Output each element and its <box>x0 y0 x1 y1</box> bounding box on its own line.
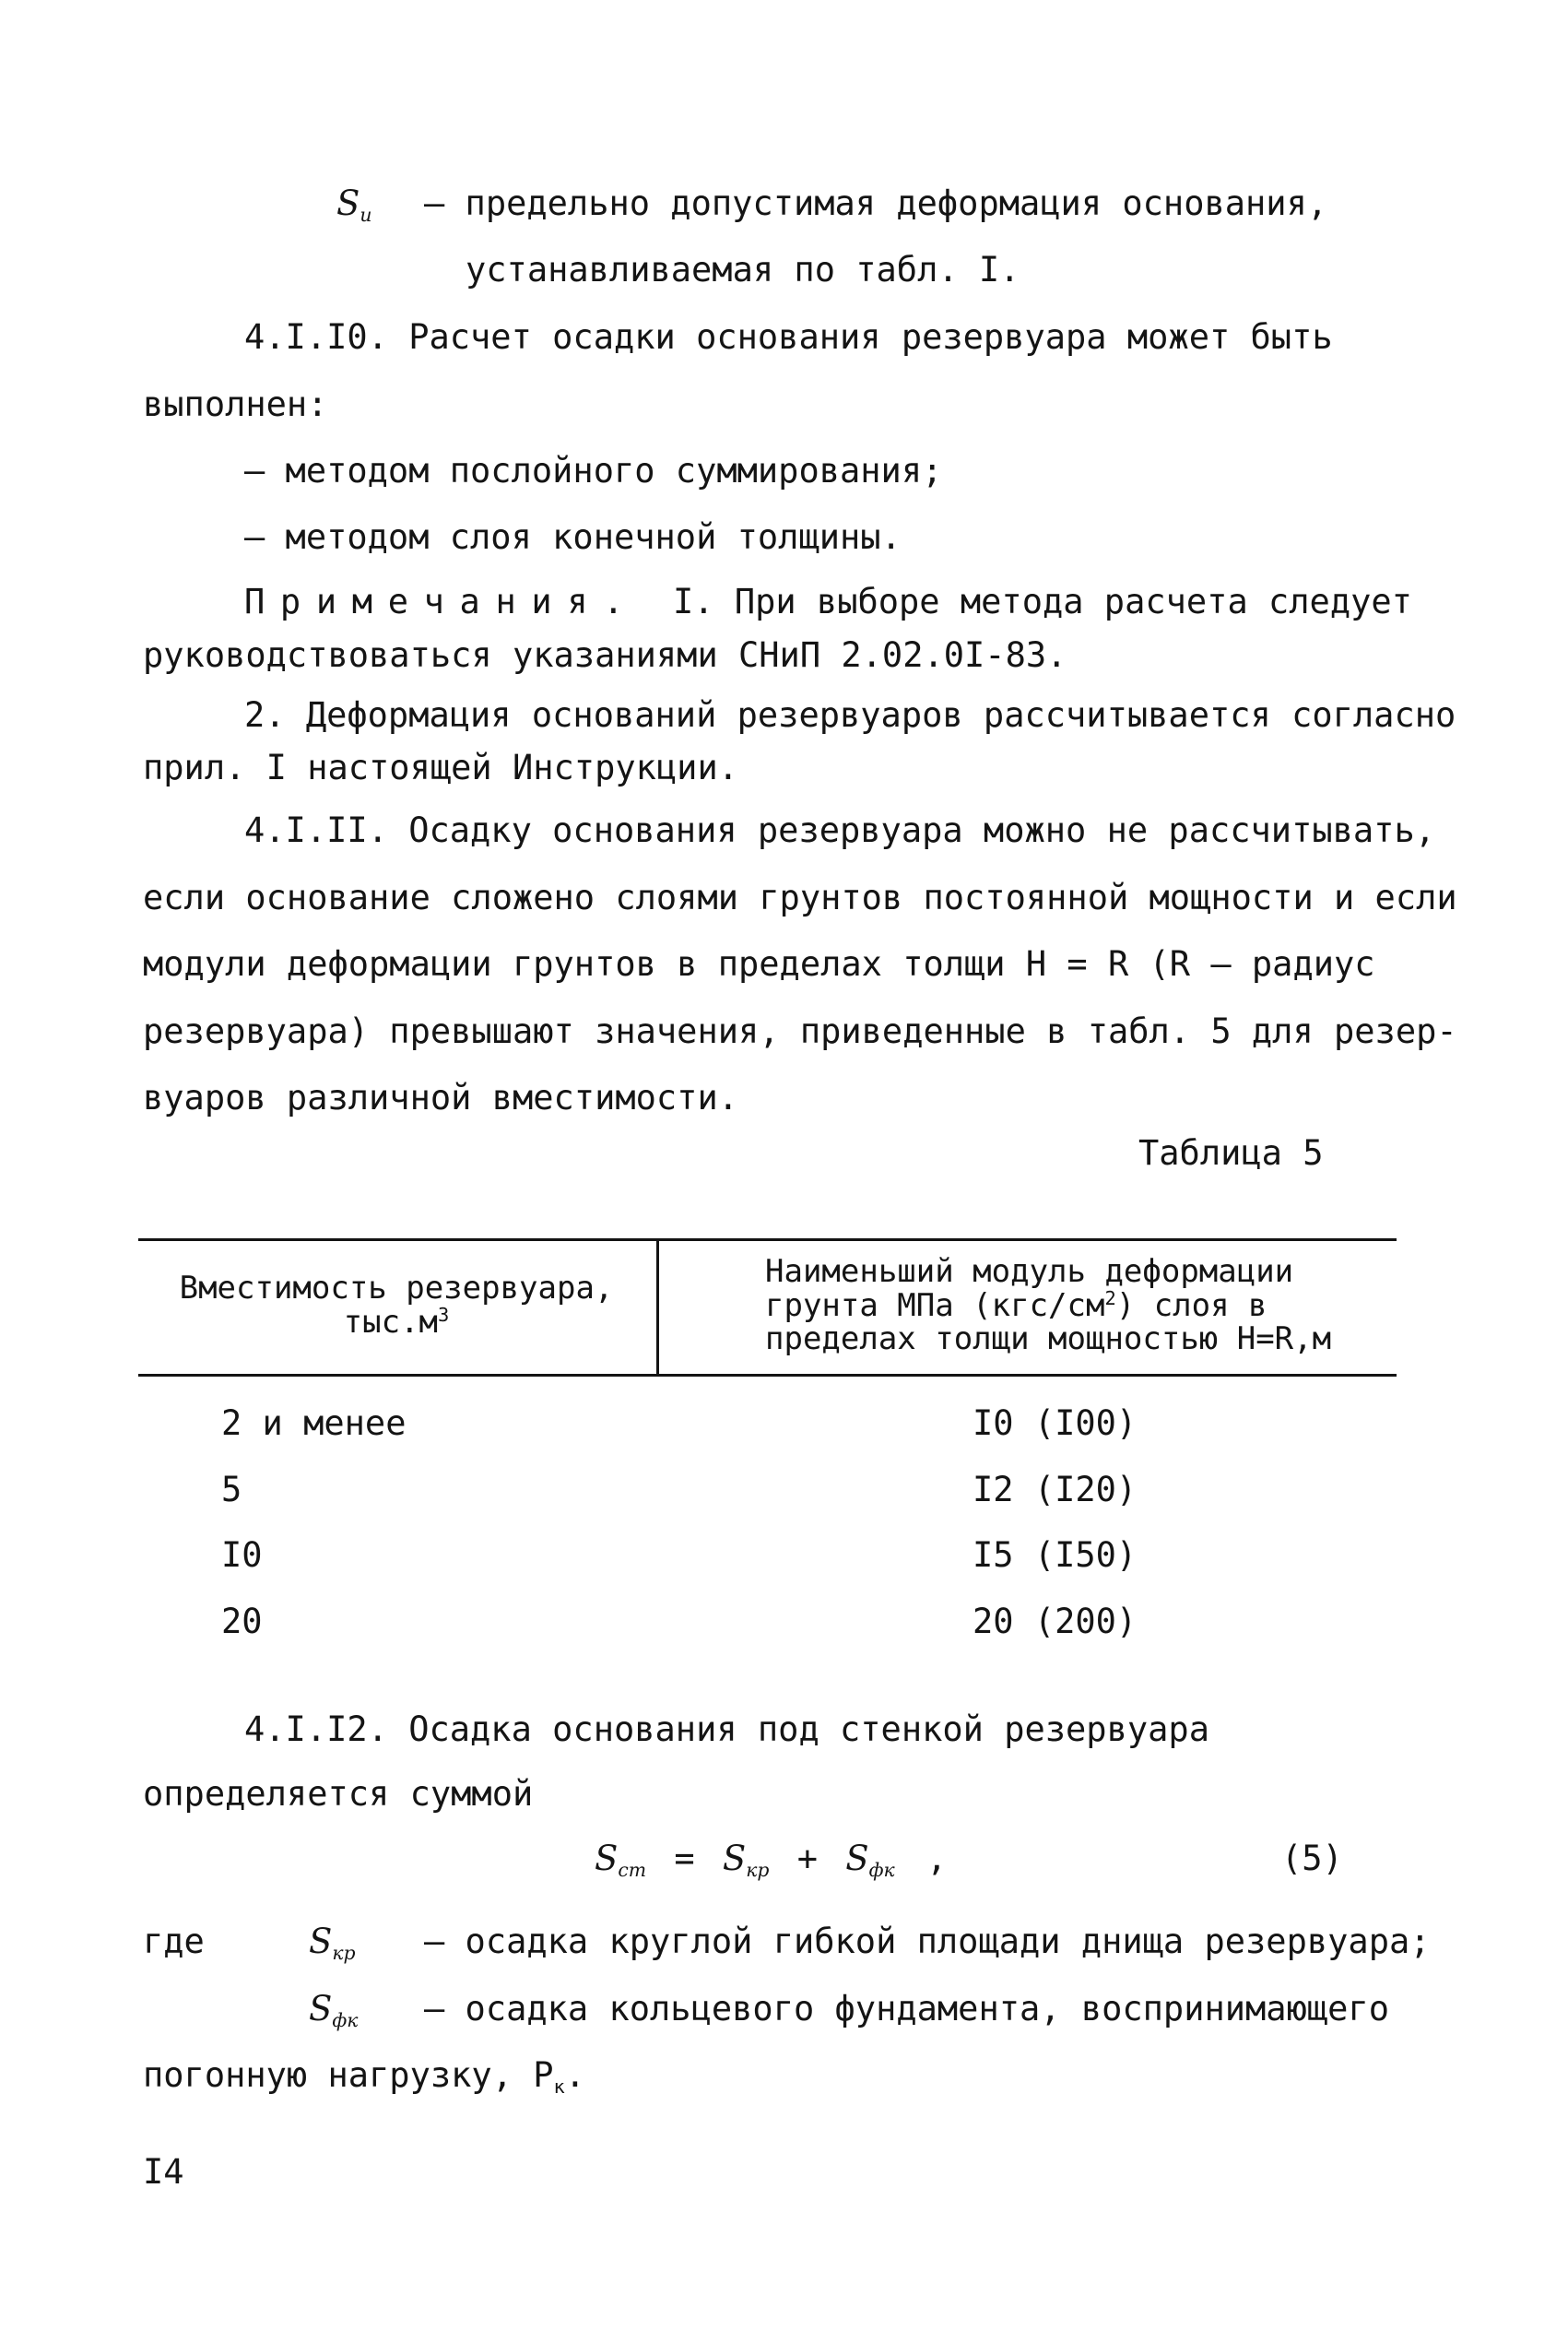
table-row <box>221 1470 242 1509</box>
header-capacity-sup: 3 <box>438 1303 450 1326</box>
load-subscript: к <box>553 2076 565 2099</box>
notes-label <box>244 583 639 622</box>
note-1-line2: руководствоваться указаниями СНиП 2.02.0I-83. <box>143 635 1067 675</box>
su-symbol <box>336 184 371 227</box>
row-modulus: I5 (I50) <box>973 1535 1138 1575</box>
header-modulus-line2a: грунта МПа (кгс/см <box>765 1286 1105 1324</box>
table-top-rule <box>138 1238 1397 1241</box>
table-header-rule <box>138 1374 1397 1377</box>
skr-definition: – осадка круглой гибкой площади днища резервуара; <box>424 1922 1431 1961</box>
table-row-modulus <box>973 1403 1138 1443</box>
note-2-line2: прил. I настоящей Инструкции. <box>143 748 739 787</box>
row-capacity: 2 и менее <box>221 1403 407 1443</box>
header-capacity-line1: Вместимость резервуара, <box>179 1270 614 1307</box>
paragraph-4-1-11-line2: если основание сложено слоями грунтов постоянной мощности и если <box>143 878 1457 917</box>
table-row-modulus <box>973 1470 1138 1509</box>
paragraph-4-1-12-line2: определяется суммой <box>143 1774 534 1814</box>
paragraph-4-1-10-line2: выполнен: <box>143 384 328 424</box>
sfk-symbol <box>309 1990 358 2032</box>
formula-equals: = <box>674 1839 695 1878</box>
paragraph-4-1-11-line3: модули деформации грунтов в пределах толщи H = R (R – радиус <box>143 944 1375 984</box>
formula-number: (5) <box>1281 1839 1343 1878</box>
sfk-definition: – осадка кольцевого фундамента, воспринимающего <box>424 1989 1389 2028</box>
skr-subscript: кр <box>332 1942 356 1965</box>
formula-5 <box>595 1839 947 1882</box>
header-modulus-sup: 2 <box>1104 1286 1116 1309</box>
table-row <box>221 1602 263 1641</box>
header-modulus-line2b: ) слоя в <box>1115 1286 1267 1324</box>
skr-letter: S <box>309 1922 333 1961</box>
paragraph-4-1-11-line1: 4.I.II. Осадку основания резервуара можно не рассчитывать, <box>244 810 1436 850</box>
table-row-modulus <box>973 1602 1138 1641</box>
page-number: I4 <box>143 2152 184 2192</box>
table-row <box>221 1403 407 1443</box>
row-capacity: 20 <box>221 1602 263 1641</box>
sfk-letter: S <box>309 1989 333 2028</box>
paragraph-4-1-11-line4: резервуара) превышают значения, приведенные в табл. 5 для резер- <box>143 1011 1457 1051</box>
header-capacity-unit: тыс.м <box>343 1303 439 1341</box>
method-item-1: – методом послойного суммирования; <box>244 451 943 491</box>
header-modulus-line3: пределах толщи мощностью H=R,м <box>765 1319 1332 1357</box>
load-period: . <box>564 2055 586 2095</box>
formula-lhs: S <box>595 1839 619 1878</box>
table-caption: Таблица 5 <box>1138 1133 1324 1173</box>
row-capacity: 5 <box>221 1470 242 1509</box>
table-header-capacity <box>138 1272 654 1340</box>
formula-term2-sub: фк <box>868 1859 895 1882</box>
su-definition-line2: устанавливаемая по табл. I. <box>466 250 1020 290</box>
formula-term2: S <box>845 1839 869 1878</box>
where-word: где <box>143 1922 205 1961</box>
paragraph-4-1-11-line5: вуаров различной вместимости. <box>143 1078 739 1118</box>
formula-term1-sub: кр <box>746 1859 770 1882</box>
header-modulus-line2 <box>765 1286 1331 1324</box>
sfk-subscript: фк <box>332 2009 359 2032</box>
table-column-divider <box>656 1238 659 1377</box>
table-row-modulus <box>973 1535 1138 1575</box>
method-item-2: – методом слоя конечной толщины. <box>244 517 902 557</box>
su-letter: S <box>336 183 360 223</box>
note-1-line1: I. При выборе метода расчета следует <box>673 582 1412 621</box>
formula-term1: S <box>722 1839 747 1878</box>
notes-heading: Примечания. <box>244 582 640 621</box>
su-definition-line1: – предельно допустимая деформация основания, <box>424 183 1328 223</box>
row-modulus: I2 (I20) <box>973 1470 1138 1509</box>
note-2-line1: 2. Деформация оснований резервуаров рассчитывается согласно <box>244 695 1456 735</box>
paragraph-4-1-12-line1: 4.I.I2. Осадка основания под стенкой резервуара <box>244 1709 1209 1749</box>
formula-plus: + <box>796 1839 818 1878</box>
row-modulus: I0 (I00) <box>973 1403 1138 1443</box>
formula-comma: , <box>925 1839 948 1878</box>
load-text: погонную нагрузку, P <box>143 2055 554 2095</box>
table-header-modulus <box>765 1253 1332 1357</box>
row-capacity: I0 <box>221 1535 263 1575</box>
row-modulus: 20 (200) <box>973 1602 1138 1641</box>
su-subscript: u <box>360 204 372 227</box>
load-line <box>143 2056 585 2099</box>
skr-symbol <box>309 1922 356 1965</box>
formula-lhs-sub: ст <box>618 1859 647 1882</box>
table-row <box>221 1535 263 1575</box>
paragraph-4-1-10-line1: 4.I.I0. Расчет осадки основания резервуара может быть <box>244 317 1333 357</box>
header-capacity-line2 <box>138 1303 654 1341</box>
header-modulus-line1: Наименьший модуль деформации <box>765 1253 1294 1290</box>
